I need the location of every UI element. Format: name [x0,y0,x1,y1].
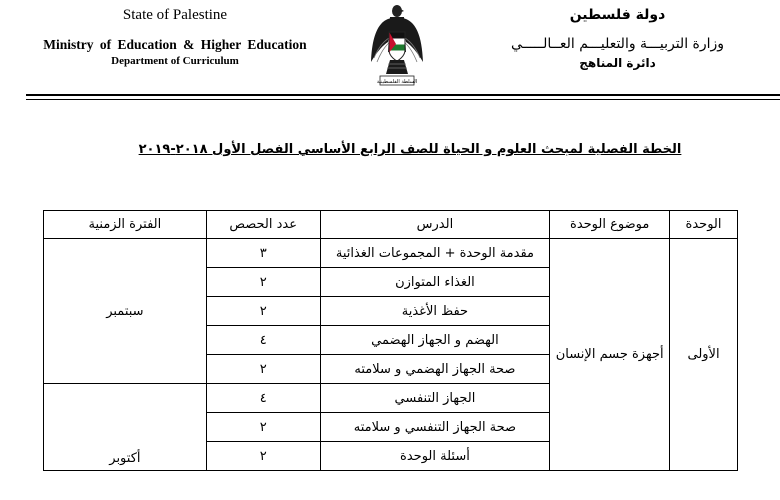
month-cell-september: سبتمبر [44,239,207,384]
header-english [0,6,350,67]
lesson-cell: حفظ الأغذية [320,297,550,326]
lesson-cell: الجهاز التنفسي [320,384,550,413]
periods-cell: ٢ [206,297,320,326]
unit-cell: الأولى [670,239,738,471]
lesson-cell: مقدمة الوحدة + المجموعات الغذائية [320,239,550,268]
ministry-name-en: Ministry of Education & Higher Education [43,37,307,52]
lesson-cell: صحة الجهاز الهضمي و سلامته [320,355,550,384]
periods-cell: ٢ [206,355,320,384]
header-timeframe: الفترة الزمنية [44,211,207,239]
state-name-ar: دولة فلسطين [569,7,666,23]
header-topic: موضوع الوحدة [550,211,670,239]
lesson-cell: صحة الجهاز التنفسي و سلامته [320,413,550,442]
table-row [44,239,738,268]
lesson-cell: الغذاء المتوازن [320,268,550,297]
plan-title: الخطة الفصلية لمبحث العلوم و الحياة للصف الرابع الأساسي الفصل الأول ٢٠١٨-٢٠١٩ [138,142,682,157]
periods-cell: ٢ [206,413,320,442]
periods-cell: ٣ [206,239,320,268]
periods-cell: ٤ [206,326,320,355]
lesson-cell: الهضم و الجهاز الهضمي [320,326,550,355]
header-unit: الوحدة [670,211,738,239]
header-rule-thick [26,94,780,96]
header-rule-thin [26,99,780,100]
emblem-caption: السلطة الفلسطينية [376,78,418,85]
header-lesson: الدرس [320,211,550,239]
department-name-en: Department of Curriculum [111,55,239,67]
periods-cell: ٤ [206,384,320,413]
header-arabic [455,6,780,70]
topic-cell: أجهزة جسم الإنسان [550,239,670,471]
ministry-name-ar: وزارة التربيـــة والتعليـــم العــالـــــي [510,36,725,52]
header-periods: عدد الحصص [206,211,320,239]
periods-cell: ٢ [206,442,320,471]
periods-cell: ٢ [206,268,320,297]
semester-plan-table [43,210,738,471]
month-cell-october: أكتوبر [44,384,207,471]
palestinian-eagle-emblem-icon [368,2,426,92]
lesson-cell: أسئلة الوحدة [320,442,550,471]
table-header-row [44,211,738,239]
state-name-en: State of Palestine [122,7,228,23]
department-name-ar: دائرة المناهج [579,56,656,70]
